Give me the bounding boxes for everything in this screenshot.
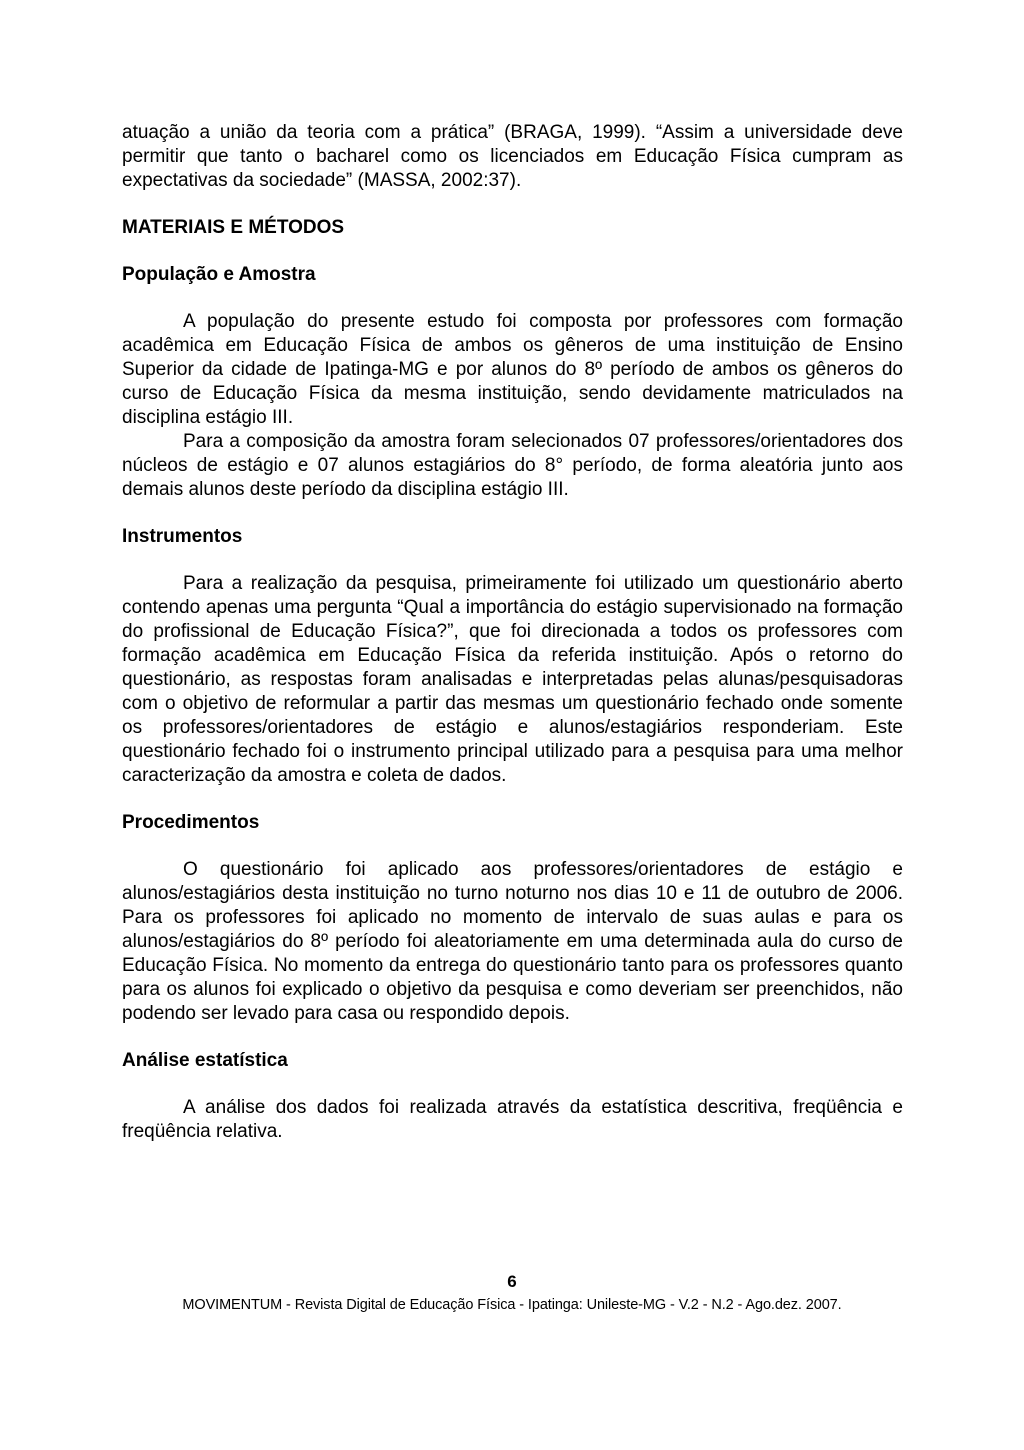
paragraph-populacao-2: Para a composição da amostra foram selecionados 07 professores/orientadores dos núcleos de estágio e 07 alunos estagiários do 8° período, de forma aleatória junto aos demais alunos deste período da disciplina estágio III.: [122, 431, 903, 500]
subsection-title-procedimentos: Procedimentos: [122, 812, 260, 833]
document-body: [122, 121, 903, 1144]
paragraph-analise-1: A análise dos dados foi realizada através da estatística descritiva, freqüência e freqüência relativa.: [122, 1097, 903, 1142]
paragraph-procedimentos-1: O questionário foi aplicado aos professores/orientadores de estágio e alunos/estagiários desta instituição no turno noturno nos dias 10 e 11 de outubro de 2006. Para os professores foi aplicado no momento de intervalo de suas aulas e para os alunos/estagiários do 8º período foi aleatoriamente em uma determinada aula do curso de Educação Física. No momento da entrega do questionário tanto para os professores quanto para os alunos foi explicado o objetivo da pesquisa e como deveriam ser preenchidos, não podendo ser levado para casa ou respondido depois.: [122, 859, 903, 1024]
paragraph-instrumentos-1: Para a realização da pesquisa, primeiramente foi utilizado um questionário aberto contendo apenas uma pergunta “Qual a importância do estágio supervisionado na formação do profissional de Educação Física?”, que foi direcionada a todos os professores com formação acadêmica em Educação Física da referida instituição. Após o retorno do questionário, as respostas foram analisadas e interpretadas pelas alunas/pesquisadoras com o objetivo de reformular a partir das mesmas um questionário fechado onde somente os professores/orientadores de estágio e alunos/estagiários responderiam. Este questionário fechado foi o instrumento principal utilizado para a pesquisa para uma melhor caracterização da amostra e coleta de dados.: [122, 573, 903, 786]
intro-paragraph: atuação a união da teoria com a prática” (BRAGA, 1999). “Assim a universidade deve permitir que tanto o bacharel como os licenciados em Educação Física cumpram as expectativas da sociedade” (MASSA, 2002:37).: [122, 122, 903, 191]
subsection-title-populacao: População e Amostra: [122, 264, 316, 285]
page-number: 6: [507, 1272, 517, 1291]
subsection-title-analise: Análise estatística: [122, 1050, 288, 1071]
journal-citation: MOVIMENTUM - Revista Digital de Educação Física - Ipatinga: Unileste-MG - V.2 - N.2 - Ago.dez. 2007.: [182, 1297, 842, 1313]
section-title: MATERIAIS E MÉTODOS: [122, 217, 345, 238]
subsection-title-instrumentos: Instrumentos: [122, 526, 243, 547]
paragraph-populacao-1: A população do presente estudo foi composta por professores com formação acadêmica em Educação Física de ambos os gêneros de uma instituição de Ensino Superior da cidade de Ipatinga-MG e por alunos do 8º período de ambos os gêneros do curso de Educação Física da mesma instituição, sendo devidamente matriculados na disciplina estágio III.: [122, 311, 903, 428]
